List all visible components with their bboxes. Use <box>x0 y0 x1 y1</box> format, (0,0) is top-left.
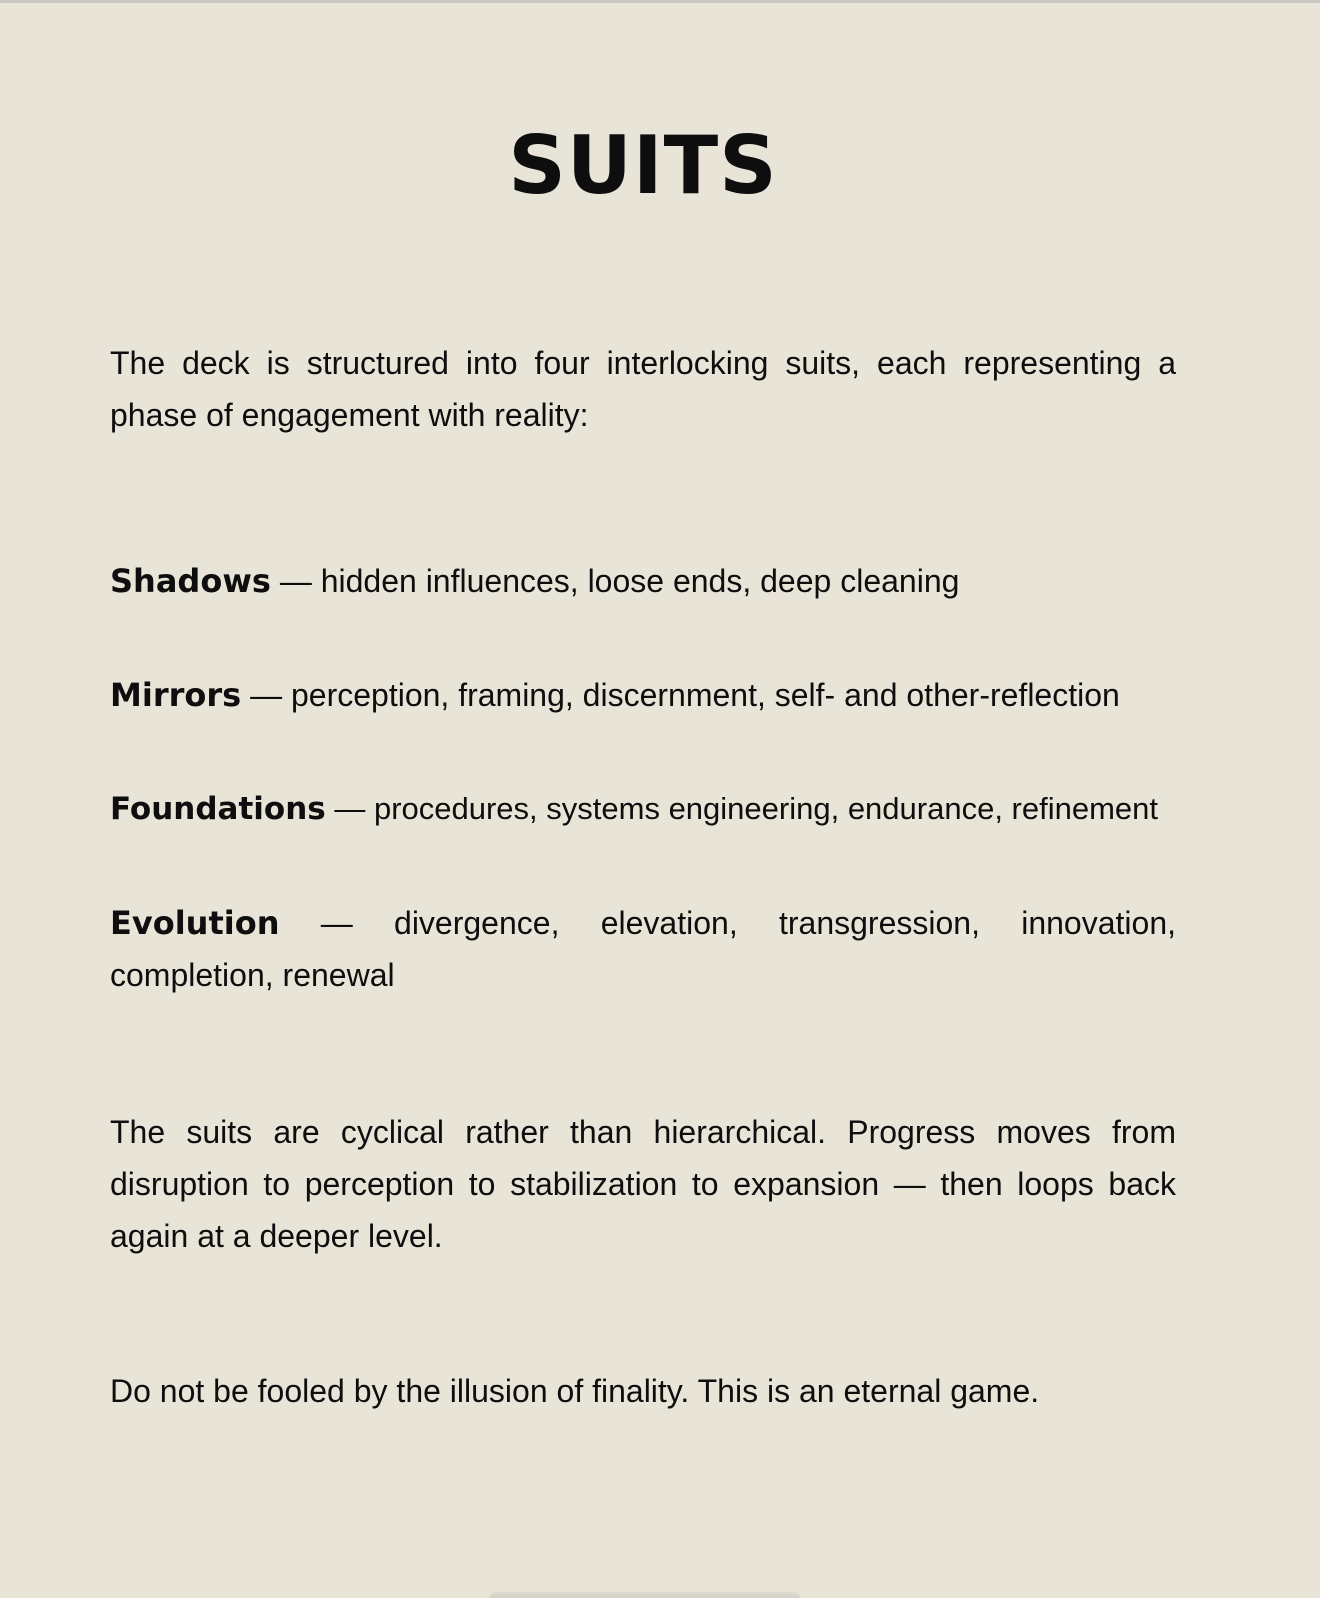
suit-name: Evolution <box>110 904 280 942</box>
cycle-paragraph: The suits are cyclical rather than hierarchical. Progress moves from disruption to perception to stabilization to expansion — then loops back again at a deeper level. <box>110 1114 1176 1254</box>
suit-description: — perception, framing, discernment, self- and other-reflection <box>241 677 1120 713</box>
suit-description: — divergence, elevation, transgression, innovation, completion, renewal <box>110 905 1176 993</box>
suit-item-mirrors <box>110 669 1176 721</box>
suit-description: — procedures, systems engineering, endurance, refinement <box>325 791 1159 826</box>
page-title: SUITS <box>508 119 778 212</box>
suit-name: Mirrors <box>110 676 242 714</box>
bottom-scroll-edge <box>490 1592 800 1598</box>
suit-item-evolution <box>110 897 1176 1001</box>
suit-item-foundations <box>110 783 1176 835</box>
intro-paragraph: The deck is structured into four interlocking suits, each representing a phase of engagement with reality: <box>110 345 1176 433</box>
suit-description: — hidden influences, loose ends, deep cleaning <box>270 563 960 599</box>
suit-name: Foundations <box>110 791 326 827</box>
suit-name: Shadows <box>110 562 271 600</box>
suit-item-shadows <box>110 555 1176 607</box>
closing-paragraph: Do not be fooled by the illusion of finality. This is an eternal game. <box>110 1373 1040 1409</box>
top-divider <box>0 0 1320 3</box>
